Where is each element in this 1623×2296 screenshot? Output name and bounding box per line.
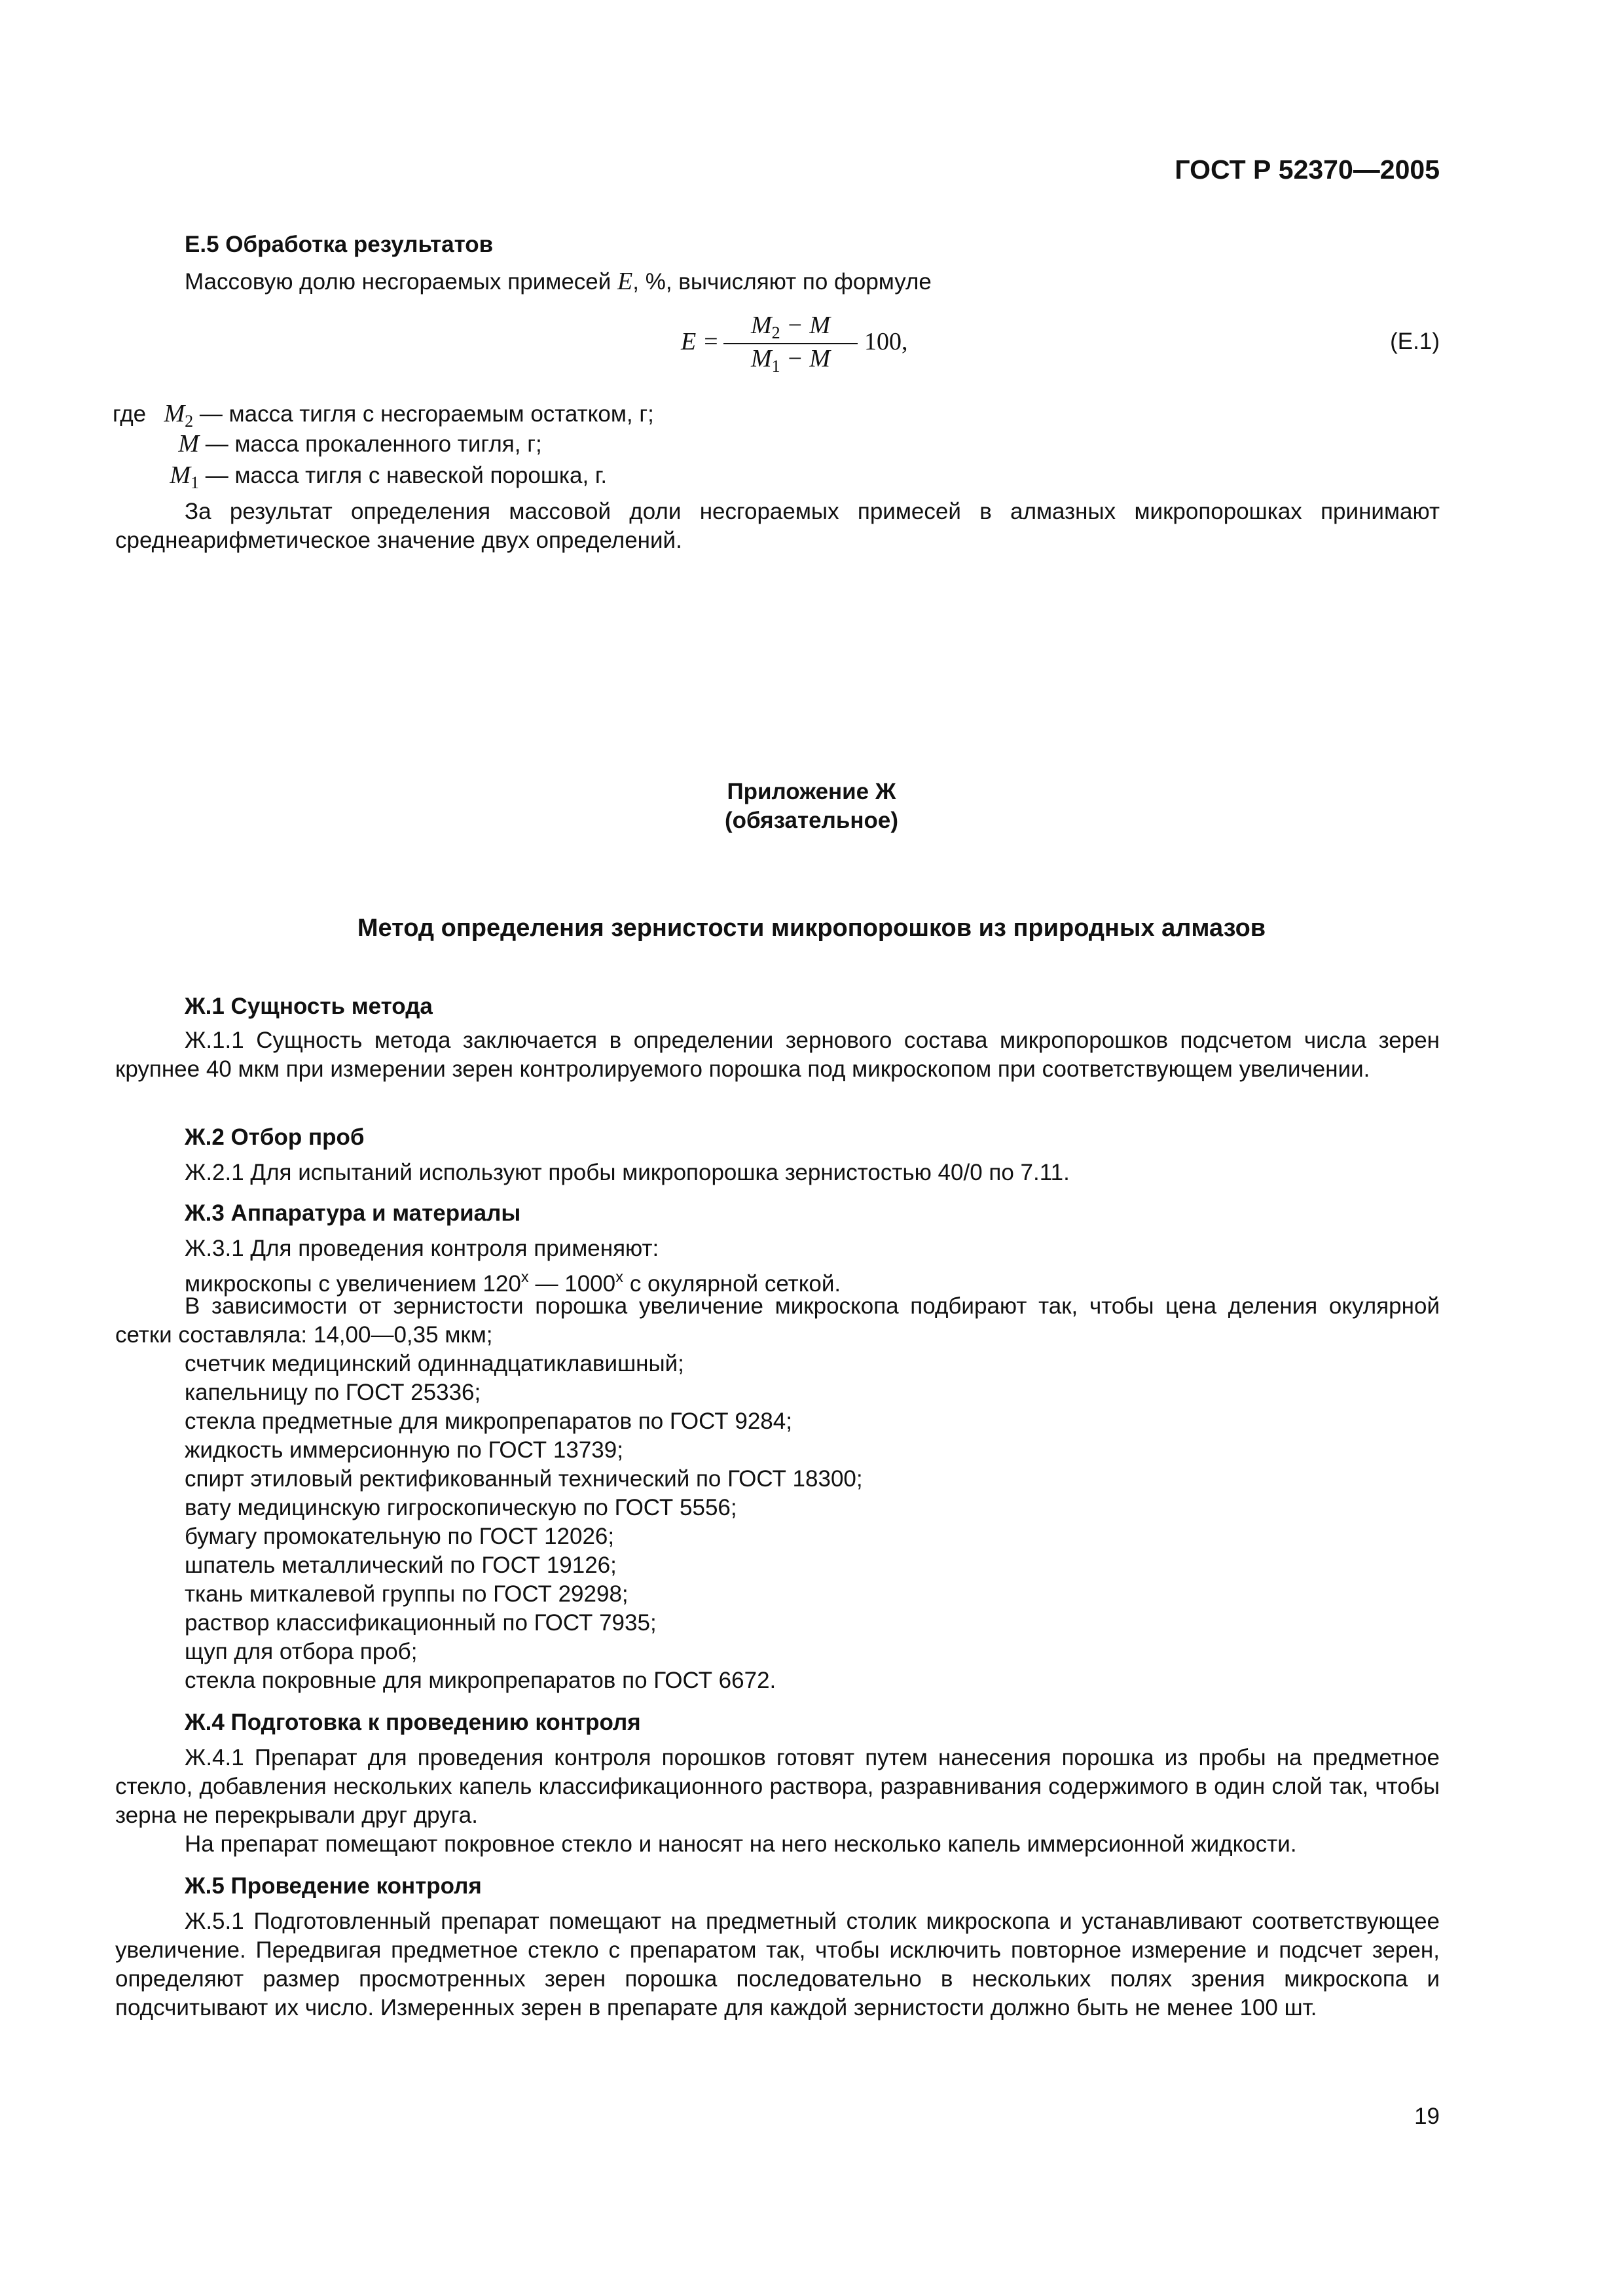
list-item: счетчик медицинский одиннадцатиклавишный; [185,1351,684,1376]
list-item: спирт этиловый ректификованный технический по ГОСТ 18300; [185,1466,863,1492]
section-heading-zh5: Ж.5 Проведение контроля [185,1873,482,1899]
result-paragraph: За результат определения массовой доли несгораемых примесей в алмазных микропорошках принимают среднеарифметическое значение двух определений. [115,499,1440,553]
formula-intro: Массовую долю несгораемых примесей E, %, вычисляют по формуле [185,268,932,295]
list-item: вату медицинскую гигроскопическую по ГОСТ 5556; [185,1495,737,1520]
paragraph-zh1-1: Ж.1.1 Сущность метода заключается в определении зернового состава микропорошков подсчетом числа зерен крупнее 40 мкм при измерении зерен контролируемого порошка под микроскопом при соответствующем увеличении. [115,1028,1440,1082]
paragraph-zh3-1: Ж.3.1 Для проведения контроля применяют: [185,1236,659,1261]
paragraph-zh5-1: Ж.5.1 Подготовленный препарат помещают на предметный столик микроскопа и устанавливают соответствующее увеличение. Передвигая предметное стекло с препаратом так, чтобы исключить повторное измерение и подсчет зерен, определяют размер просмотренных зерен порошка последовательно в нескольких полях зрения микроскопа и подсчитывают их число. Измеренных зерен в препарате для каждой зернистости должно быть не менее 100 шт. [115,1909,1440,2020]
appendix-name: Метод определения зернистости микропорошков из природных алмазов [357,914,1266,942]
formula-rhs: 100, [864,328,908,355]
microscope-item: микроскопы с увеличением 120$^x$ — 1000$^x$ с окулярной сеткой. [185,1268,841,1297]
section-heading-e5: Е.5 Обработка результатов [185,232,494,257]
formula-number: (Е.1) [1390,329,1440,354]
where-item: M — масса прокаленного тигля, г; [178,430,542,457]
section-heading-zh4: Ж.4 Подготовка к проведению контроля [185,1710,641,1735]
list-item: ткань миткалевой группы по ГОСТ 29298; [185,1581,629,1607]
appendix-title: Приложение Ж [727,779,896,804]
list-item: капельницу по ГОСТ 25336; [185,1380,481,1405]
formula-numerator: $M_2 - M$ [751,312,830,342]
dependence-paragraph: В зависимости от зернистости порошка увеличение микроскопа подбирают так, чтобы цена деления окулярной сетки составляла: 14,00—0,35 мкм; [115,1293,1440,1348]
where-item: где $M_2$ — масса тигля с несгораемым остатком, г; [113,400,654,431]
section-heading-zh2: Ж.2 Отбор проб [185,1124,365,1150]
list-item: щуп для отбора проб; [185,1639,418,1664]
appendix-status: (обязательное) [724,808,898,833]
section-heading-zh1: Ж.1 Сущность метода [185,994,433,1019]
formula-e1 [681,308,908,380]
page-number: 19 [1414,2104,1440,2129]
paragraph-zh4-2: На препарат помещают покровное стекло и наносят на него несколько капель иммерсионной жидкости. [185,1831,1297,1857]
document-header: ГОСТ Р 52370—2005 [1175,154,1440,185]
list-item: стекла покровные для микропрепаратов по ГОСТ 6672. [185,1668,776,1693]
where-item: $M_1$ — масса тигля с навеской порошка, г. [170,461,608,492]
paragraph-zh2-1: Ж.2.1 Для испытаний используют пробы микропорошка зернистостью 40/0 по 7.11. [185,1160,1070,1185]
list-item: шпатель металлический по ГОСТ 19126; [185,1552,617,1578]
formula-lhs: E = [681,328,720,355]
paragraph-zh4-1: Ж.4.1 Препарат для проведения контроля порошков готовят путем нанесения порошка из пробы на предметное стекло, добавления нескольких капель классификационного раствора, разравнивания содержимого в один слой так, чтобы зерна не перекрывали друг друга. [115,1745,1440,1828]
list-item: бумагу промокательную по ГОСТ 12026; [185,1524,615,1549]
section-heading-zh3: Ж.3 Аппаратура и материалы [185,1200,521,1226]
list-item: стекла предметные для микропрепаратов по ГОСТ 9284; [185,1408,792,1434]
list-item: раствор классификационный по ГОСТ 7935; [185,1610,657,1636]
list-item: жидкость иммерсионную по ГОСТ 13739; [185,1437,623,1463]
formula-denominator: $M_1 - M$ [751,345,830,376]
